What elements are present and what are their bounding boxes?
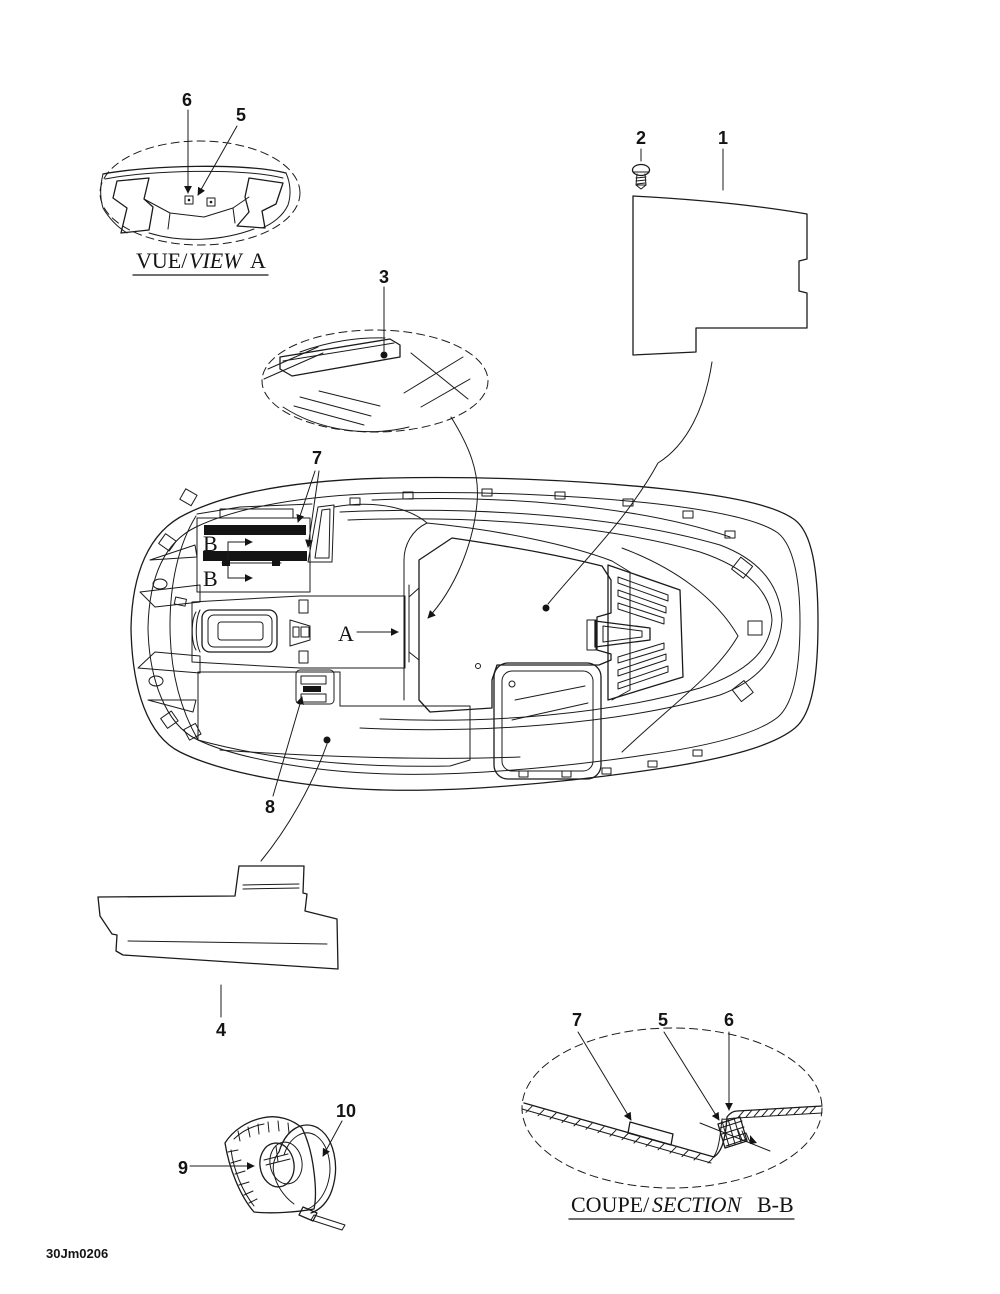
- drawing-code: 30Jm0206: [46, 1246, 109, 1261]
- screw-section: [700, 1123, 770, 1151]
- section-letter-lower: B: [203, 566, 218, 591]
- leader-bb-7: [578, 1032, 631, 1120]
- part-1-outline: [633, 196, 807, 355]
- callout-5: 5: [235, 105, 247, 125]
- deck-contour-3: [348, 519, 772, 720]
- engine-mat: [404, 523, 630, 712]
- hull-top-view: [131, 448, 818, 861]
- section-bb-label-word: SECTION: [652, 1192, 742, 1217]
- callout-bb-5: 5: [657, 1010, 669, 1030]
- leader-10: [323, 1121, 342, 1156]
- part-4-outline: [98, 866, 338, 969]
- section-floor: [522, 1103, 822, 1163]
- callout-3: 3: [378, 267, 390, 287]
- leader-3-to-hull: [428, 417, 477, 618]
- storage-bin-outer: [202, 610, 277, 652]
- leader-1-dot: [543, 605, 550, 612]
- adhesive-strip-lower: [203, 551, 307, 561]
- direction-letter: A: [338, 621, 354, 646]
- hull-outline: [131, 477, 818, 790]
- detail-3-bubble: [262, 330, 488, 432]
- console-pillar: [308, 505, 334, 562]
- view-a-label-word: VIEW: [189, 248, 242, 273]
- detail-3: [262, 267, 488, 618]
- leader-3-dot: [381, 352, 388, 359]
- callout-bb-7: 7: [571, 1010, 583, 1030]
- deck-contour-2: [372, 499, 730, 537]
- callout-4: 4: [215, 1020, 227, 1040]
- view-a-structure: [101, 166, 290, 239]
- section-bb-label-letters: B-B: [757, 1192, 794, 1217]
- footwell-floor: [192, 585, 419, 668]
- callout-10: 10: [335, 1101, 357, 1121]
- screw-icon: [633, 165, 650, 190]
- retainer-detail: [178, 1101, 356, 1230]
- leader-5: [198, 126, 237, 195]
- view-a-bubble: [100, 141, 300, 245]
- grommet-hole: [257, 1141, 297, 1189]
- side-panel: [198, 670, 520, 766]
- callout-8: 8: [264, 797, 276, 817]
- section-bb-detail: [522, 1010, 822, 1219]
- callout-6: 6: [181, 90, 193, 110]
- storage-bin-inner: [218, 622, 263, 640]
- callout-7: 7: [311, 448, 323, 468]
- mat-bracket: [409, 585, 419, 662]
- callout-2: 2: [635, 128, 647, 148]
- callout-9: 9: [177, 1158, 189, 1178]
- leader-4-dot: [324, 737, 331, 744]
- bow-inner-edge: [170, 516, 198, 740]
- adhesive-strip-upper: [204, 525, 306, 535]
- view-a-label-prefix: VUE/: [136, 248, 188, 273]
- drain-hole: [153, 579, 167, 589]
- strip-panel: [197, 509, 310, 592]
- view-a-label-letter: A: [250, 248, 266, 273]
- section-bb-label-prefix: COUPE/: [571, 1192, 650, 1217]
- section-bb-label: [569, 1192, 794, 1219]
- bow-interior: [138, 504, 427, 712]
- leader-bb-5: [664, 1032, 719, 1120]
- view-a-detail: [100, 90, 300, 275]
- view-a-label: [133, 248, 268, 275]
- leader-1-to-hull: [548, 362, 712, 604]
- cable-tie: [273, 1125, 345, 1230]
- fixture-pad: [303, 686, 321, 692]
- deck-contour-1: [340, 510, 782, 729]
- callout-bb-6: 6: [723, 1010, 735, 1030]
- part-1-assembly: [543, 128, 808, 612]
- callout-1: 1: [717, 128, 729, 148]
- part-4: [98, 866, 338, 1040]
- detail-3-floor-ribs: [264, 338, 470, 432]
- section-letter-upper: B: [203, 531, 218, 556]
